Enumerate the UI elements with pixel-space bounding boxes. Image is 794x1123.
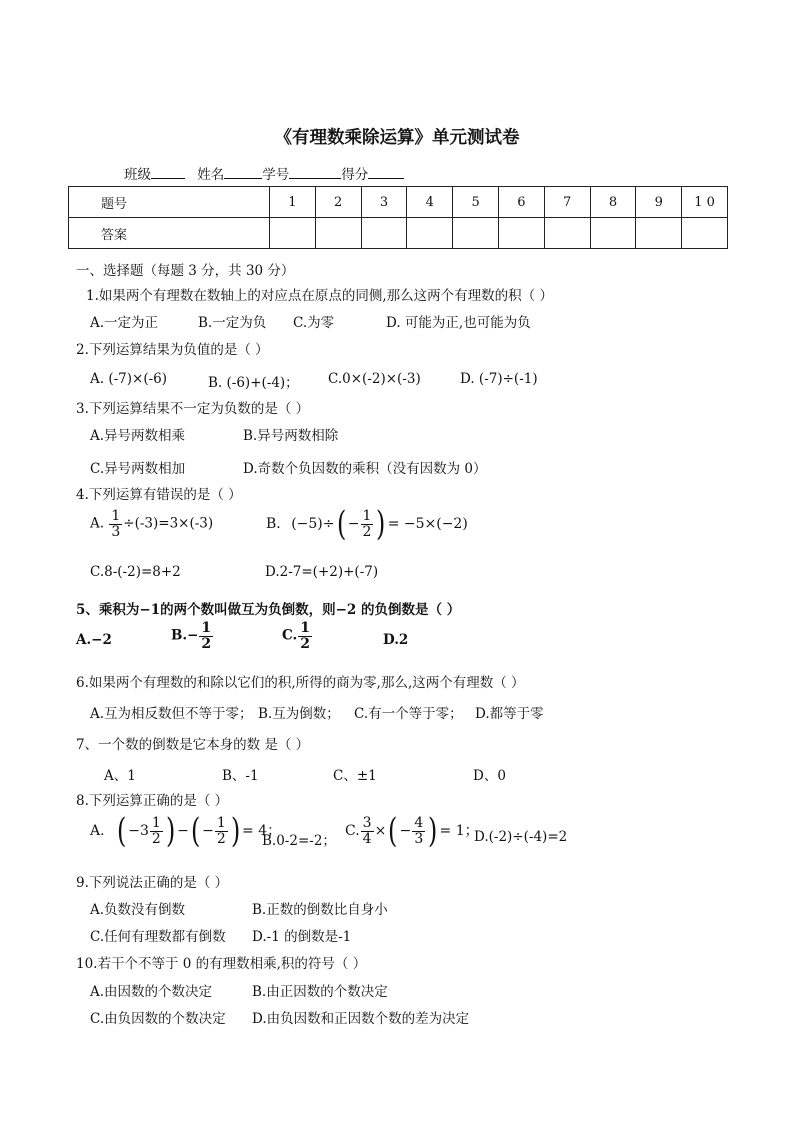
name-label: 姓名: [197, 167, 225, 183]
q5-option-c: [282, 621, 313, 651]
question-number-cell: 8: [590, 187, 636, 218]
q8-c-sign: −: [399, 823, 412, 839]
question-number-cell: 6: [498, 187, 544, 218]
numerator: 1: [201, 620, 212, 636]
q4-option-c: C.8-(-2)=8+2: [90, 564, 181, 580]
q5-b-label: B.−: [171, 627, 199, 644]
q4-b-pre: (−5)÷: [291, 516, 335, 532]
q6-option-c: C.有一个等于零；: [354, 706, 463, 722]
q1-option-c: C.为零: [293, 315, 335, 331]
q10-option-a: A.由因数的个数决定: [90, 984, 213, 1000]
q9-option-c: C.任何有理数都有倒数: [90, 929, 226, 945]
q1-option-a: A.一定为正: [90, 315, 159, 331]
question-number-cell: 2: [315, 187, 361, 218]
q1-stem: 1.如果两个有理数在数轴上的对应点在原点的同侧,那么这两个有理数的积（ ）: [86, 288, 553, 304]
q8-option-d: D.(-2)÷(-4)=2: [474, 829, 568, 845]
denominator: 2: [362, 523, 372, 540]
q4-option-d: D.2-7=(+2)+(-7): [265, 564, 379, 580]
denominator: 2: [151, 830, 161, 847]
q5-c-label: C.: [282, 627, 298, 644]
q4-stem: 4.下列运算有错误的是（ ）: [76, 487, 242, 503]
answer-cell[interactable]: [544, 218, 590, 249]
q5-stem: 5、乘积为−1的两个数叫做互为负倒数，则−2 的负倒数是（ ）: [76, 602, 461, 618]
left-paren: (: [190, 811, 201, 851]
student-info-line: [124, 163, 404, 183]
answer-cell[interactable]: [361, 218, 407, 249]
q6-option-b: B.互为倒数；: [258, 706, 340, 722]
class-blank[interactable]: [151, 164, 185, 179]
q7-stem: 7、一个数的倒数是它本身的数 是（ ）: [76, 737, 310, 753]
q6-stem: 6.如果两个有理数的和除以它们的积,所得的商为零,那么,这两个有理数（ ）: [76, 675, 525, 691]
denominator: 4: [362, 830, 372, 847]
denominator: 3: [111, 523, 121, 540]
q8-c-times: ×: [374, 823, 387, 839]
numerator: 1: [300, 620, 310, 636]
question-number-row: [69, 187, 728, 218]
answer-cell[interactable]: [453, 218, 499, 249]
q5-option-d: D.2: [383, 632, 409, 648]
answer-cell[interactable]: [636, 218, 682, 249]
q4-b-label: B.: [266, 516, 281, 532]
question-number-cell: 9: [636, 187, 682, 218]
denominator: 2: [216, 830, 226, 847]
q4-b-sign: −: [347, 516, 360, 532]
q8-a-post: = 4；: [242, 823, 282, 839]
q8-option-b: B.0-2=-2；: [262, 833, 336, 849]
q5-option-b: [171, 621, 214, 651]
q8-option-c: [345, 811, 479, 851]
q8-a-whole: −3: [128, 823, 149, 839]
answer-cell[interactable]: [270, 218, 316, 249]
left-paren: (: [117, 811, 127, 851]
q5-c-fraction: [298, 621, 312, 651]
right-paren: ): [230, 811, 241, 851]
q9-option-b: B.正数的倒数比自身小: [252, 902, 388, 918]
question-number-cell: 1 0: [682, 187, 728, 218]
answer-row: [69, 218, 728, 249]
class-label: 班级: [124, 167, 151, 183]
q7-option-c: C、±1: [333, 768, 377, 784]
question-number-cell: 4: [407, 187, 453, 218]
section-heading: 一、选择题（每题 3 分，共 30 分）: [76, 263, 295, 279]
answer-cell[interactable]: [498, 218, 544, 249]
q7-option-d: D、0: [473, 768, 506, 784]
question-number-label: 题号: [69, 187, 270, 218]
q2-stem: 2.下列运算结果为负值的是（ ）: [76, 342, 269, 358]
answer-cell[interactable]: [315, 218, 361, 249]
q8-stem: 8.下列运算正确的是（ ）: [76, 793, 229, 809]
question-number-cell: 7: [544, 187, 590, 218]
q3-option-a: A.异号两数相乘: [90, 428, 186, 444]
q3-option-c: C.异号两数相加: [90, 461, 186, 477]
question-number-cell: 5: [453, 187, 499, 218]
question-number-cell: 1: [270, 187, 316, 218]
denominator: 2: [300, 635, 310, 652]
q4-b-fraction: [361, 509, 374, 539]
q10-option-b: B.由正因数的个数决定: [252, 984, 388, 1000]
q1-option-b: B.一定为负: [198, 315, 267, 331]
q10-option-c: C.由负因数的个数决定: [90, 1011, 226, 1027]
q9-option-a: A.负数没有倒数: [90, 902, 186, 918]
page-title: 《有理数乘除运算》单元测试卷: [274, 128, 520, 148]
q8-c-fraction: [361, 816, 374, 846]
q4-option-a: [90, 509, 213, 539]
q8-a-fraction: [150, 816, 163, 846]
q8-c-label: C.: [345, 823, 360, 839]
q2-option-d: D. (-7)÷(-1): [460, 371, 538, 387]
numerator: 3: [362, 814, 372, 831]
id-blank[interactable]: [289, 164, 341, 179]
q2-option-c: C.0×(-2)×(-3): [328, 371, 421, 387]
answer-table: [68, 186, 728, 249]
q8-c-fraction2: [412, 816, 425, 846]
q2-option-b: B. (-6)+(-4)；: [208, 375, 299, 391]
q6-option-d: D.都等于零: [475, 706, 544, 722]
q9-option-d: D.-1 的倒数是-1: [252, 929, 352, 945]
id-label: 学号: [262, 167, 290, 183]
question-number-cell: 3: [361, 187, 407, 218]
q3-stem: 3.下列运算结果不一定为负数的是（ ）: [76, 401, 310, 417]
q8-a-fraction2: [215, 816, 228, 846]
q4-a-rest: ÷(-3)=3×(-3): [123, 515, 214, 532]
q7-option-a: A、1: [104, 768, 136, 784]
q9-stem: 9.下列说法正确的是（ ）: [76, 875, 229, 891]
name-blank[interactable]: [224, 164, 262, 179]
q10-stem: 10.若干个不等于 0 的有理数相乘,积的符号（ ）: [76, 956, 367, 972]
q4-a-fraction: [109, 509, 122, 539]
numerator: 4: [414, 814, 424, 831]
q4-a-label: A.: [90, 515, 105, 532]
q6-option-a: A.互为相反数但不等于零；: [90, 706, 253, 722]
q3-option-d: D.奇数个负因数的乘积（没有因数为 0）: [243, 461, 487, 477]
left-paren: (: [336, 504, 346, 544]
answer-cell[interactable]: [407, 218, 453, 249]
denominator: 2: [201, 635, 212, 652]
right-paren: ): [376, 504, 386, 544]
right-paren: ): [428, 811, 438, 851]
q4-b-post: = −5×(−2): [387, 516, 468, 532]
q3-option-b: B.异号两数相除: [243, 428, 339, 444]
q7-option-b: B、-1: [222, 768, 259, 784]
answer-label: 答案: [69, 218, 270, 249]
numerator: 1: [216, 814, 226, 831]
q8-option-a: [90, 811, 282, 851]
q5-b-fraction: [199, 621, 213, 651]
q8-c-post: = 1；: [439, 823, 479, 839]
score-blank[interactable]: [368, 164, 404, 179]
score-label: 得分: [341, 167, 369, 183]
denominator: 3: [414, 830, 424, 847]
q5-option-a: A.−2: [76, 632, 112, 648]
right-paren: ): [165, 811, 176, 851]
numerator: 1: [111, 508, 121, 524]
answer-cell[interactable]: [682, 218, 728, 249]
numerator: 1: [151, 814, 161, 831]
q2-option-a: A. (-7)×(-6): [90, 371, 168, 387]
left-paren: (: [388, 811, 398, 851]
numerator: 1: [362, 507, 372, 524]
q4-option-b: [266, 504, 468, 544]
q1-option-d: D. 可能为正,也可能为负: [386, 315, 531, 331]
answer-cell[interactable]: [590, 218, 636, 249]
q8-a-sign2: −: [202, 823, 214, 839]
q8-a-label: A.: [90, 823, 105, 839]
q10-option-d: D.由负因数和正因数个数的差为决定: [252, 1011, 470, 1027]
q8-a-minus: −: [177, 823, 189, 839]
